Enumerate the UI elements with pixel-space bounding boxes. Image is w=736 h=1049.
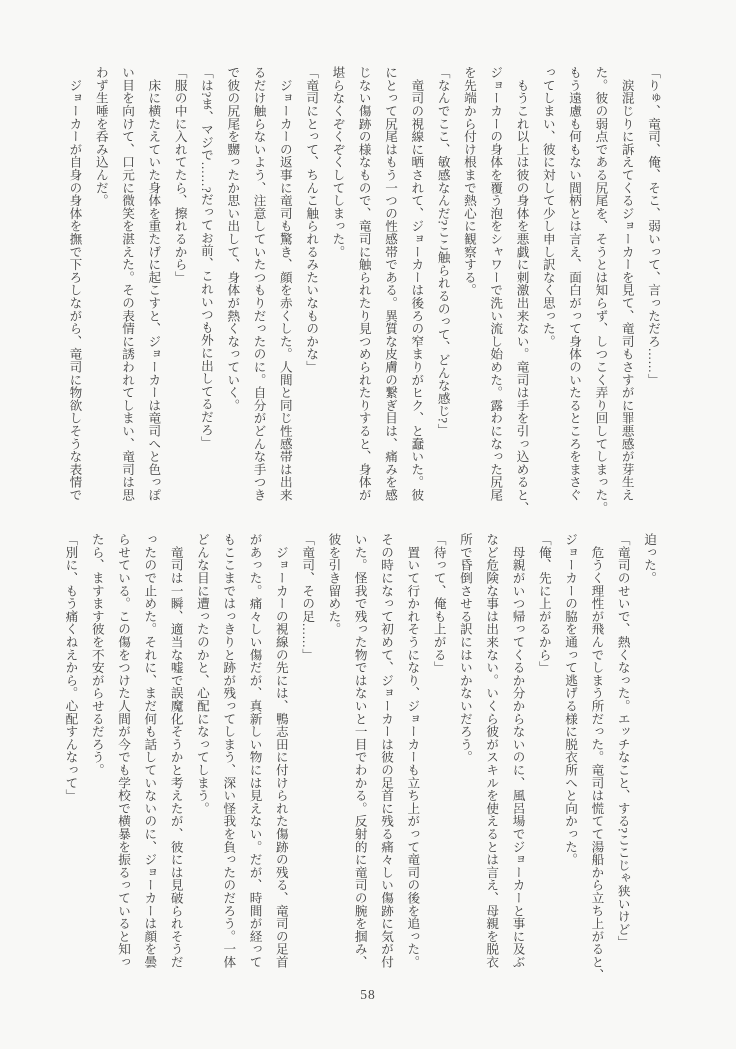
text-column: にとって尻尾はもう一つの性感帯である。異質な皮膚の繋ぎ目は、痛みを感 xyxy=(383,66,398,502)
text-column: ジョーカーの返事に竜司も驚き、顔を赤くした。人間と同じ性感帯は出来 xyxy=(277,66,292,502)
text-column: を先端から付け根まで熱心に観察する。 xyxy=(461,66,476,297)
text-column: 「俺、先に上がるから」 xyxy=(536,533,551,674)
text-column: 床に横たえていた身体を重たげに起こすと、ジョーカーは竜司へと色っぽ xyxy=(146,66,161,502)
text-column: 「竜司のせいで、熱くなった。エッチなこと、する?ここじゃ狭いけど」 xyxy=(615,533,630,949)
text-column: たら、ますます彼を不安がらせるだろう。 xyxy=(89,533,104,777)
text-column: 「服の中に入れてたら、擦れるから」 xyxy=(172,66,187,284)
text-column: 「は?ま、マジで……?だってお前、これいつも外に出してるだろ」 xyxy=(198,66,213,449)
text-column: ジョーカーの脇を通って逃げる様に脱衣所へと向かった。 xyxy=(563,533,578,866)
text-column: 竜司は一瞬、適当な嘘で誤魔化そうかと考えたが、彼には見破られそうだ xyxy=(168,533,183,969)
text-column: があった。痛々しい傷だが、真新しい物には見えない。だが、時間が経って xyxy=(247,533,262,969)
text-block-top xyxy=(61,66,666,514)
text-column: もうこれ以上は彼の身体を悪戯に刺激出来ない。竜司は手を引っ込めると、 xyxy=(514,66,529,514)
text-column: 竜司の視線に晒されて、ジョーカーは後ろの窄まりがヒク、と蠢いた。彼 xyxy=(409,66,424,502)
text-column: ジョーカーの身体を覆う泡をシャワーで洗い流し始めた。露わになった尻尾 xyxy=(488,66,503,502)
text-column: どんな目に遭ったのかと、心配になってしまう。 xyxy=(194,533,209,815)
text-column: 彼を引き留めた。 xyxy=(326,533,341,636)
text-column: 涙混じりに訴えてくるジョーカーを見て、竜司もさすがに罪悪感が芽生え xyxy=(619,66,634,502)
text-column: ってしまい、彼に対して少し申し訳なく思った。 xyxy=(540,66,555,348)
text-column: らせている。この傷をつけた人間が今でも学校で横暴を振るっていると知っ xyxy=(116,533,131,969)
text-column: るだけ触らないよう、注意していたつもりだったのに。自分がどんな手つき xyxy=(251,66,266,502)
text-column: ジョーカーが自身の身体を撫で下ろしながら、竜司に物欲しそうな表情で xyxy=(67,66,82,502)
text-column: 「竜司にとって、ちんこ触られるみたいなものかな」 xyxy=(304,66,319,374)
text-column: ったので止めた。それに、まだ何も話していないのに、ジョーカーは顔を曇 xyxy=(142,533,157,969)
text-column: 「竜司、その足……」 xyxy=(300,533,315,661)
text-column: 「待って、俺も上がる」 xyxy=(431,533,446,674)
text-column: で彼の尻尾を嬲ったか思い出して、身体が熱くなっていく。 xyxy=(225,66,240,412)
text-column: など危険な事は出来ない。いくら彼がスキルを使えるとは言え、母親を脱衣 xyxy=(484,533,499,969)
text-column: わず生唾を呑み込んだ。 xyxy=(93,66,108,207)
text-column: 置いて行かれそうになり、ジョーカーも立ち上がって竜司の後を追った。 xyxy=(405,533,420,969)
text-column: 所で昏倒させる訳にはいかないだろう。 xyxy=(457,533,472,764)
text-column: 堪らなくぞくぞくしてしまった。 xyxy=(330,66,345,258)
text-column: 「なんでここ、敏感なんだ?ここ触られるのって、どんな感じ?」 xyxy=(435,66,450,436)
text-column: 危うく理性が飛んでしまう所だった。竜司は慌てて湯船から立ち上がると、 xyxy=(589,533,604,981)
text-column: 「別に、もう痛くねえから。心配すんなって」 xyxy=(63,533,78,802)
text-column: じない傷跡の様なもので、竜司に触られたり見つめられたりすると、身体が xyxy=(356,66,371,502)
text-column: その時になって初めて、ジョーカーは彼の足首に残る痛々しい傷跡に気が付 xyxy=(379,533,394,969)
text-column: もう遠慮も何もない間柄とは言え、面白がって身体のいたるところをまさぐ xyxy=(567,66,582,502)
text-column: 迫った。 xyxy=(642,533,656,585)
text-column: た。彼の弱点である尻尾を、そうとは知らず、しつこく弄り回してしまった。 xyxy=(593,66,608,514)
text-block-bottom xyxy=(57,533,662,981)
text-column: 母親がいつ帰ってくるか分からないのに、風呂場でジョーカーと事に及ぶ xyxy=(510,533,525,969)
page-number: 58 xyxy=(360,987,376,1002)
text-column: 「りゅ、竜司、俺、そこ、弱いって、言っただろ……」 xyxy=(646,66,660,386)
text-column: い目を向けて、口元に微笑を湛えた。その表情に誘われてしまい、竜司は思 xyxy=(120,66,135,502)
text-column: いた。怪我で残った物ではないと一目でわかる。反射的に竜司の腕を掴み、 xyxy=(352,533,367,969)
text-column: ジョーカーの視線の先には、鴨志田に付けられた傷跡の残る、竜司の足首 xyxy=(273,533,288,969)
text-column: もここまではっきりと跡が残ってしまう、深い怪我を負ったのだろう。一体 xyxy=(221,533,236,969)
